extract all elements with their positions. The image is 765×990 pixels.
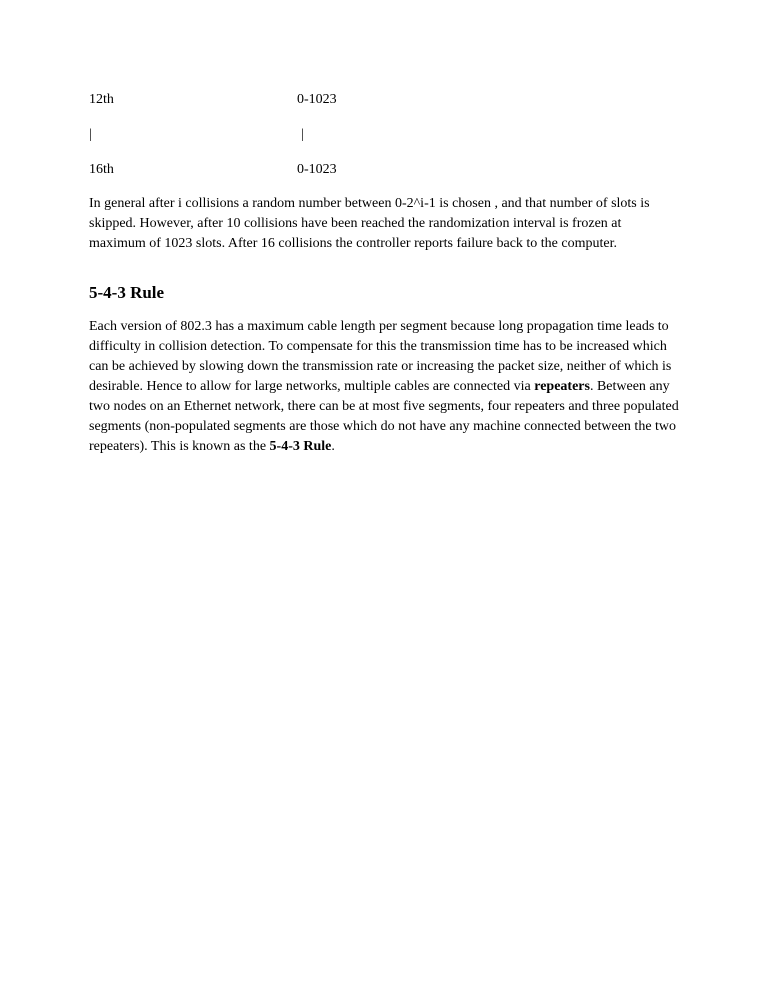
- rule-paragraph: [89, 317, 679, 457]
- table-row: [89, 160, 489, 180]
- range-cell: |: [301, 127, 304, 142]
- attempt-cell: |: [89, 127, 92, 142]
- rule-text-part1: Each version of 802.3 has a maximum cable length per segment because long propagation time leads to difficulty in collision detection. To compensate for this the transmission time has to be increased which can be achieved by slowing down the transmission rate or increasing the packet size, neither of which is desirable. Hence to allow for large networks, multiple cables are connected via: [89, 319, 672, 394]
- rule-name-term: 5-4-3 Rule: [269, 439, 332, 454]
- attempt-cell: 12th: [89, 92, 114, 107]
- section-heading: 5-4-3 Rule: [89, 283, 165, 302]
- range-cell: 0-1023: [297, 92, 337, 107]
- table-row: [89, 125, 489, 145]
- table-row: [89, 90, 489, 110]
- backoff-paragraph: In general after i collisions a random number between 0-2^i-1 is chosen , and that number of slots is skipped. However, after 10 collisions have been reached the randomization interval is frozen at maximum of 1023 slots. After 16 collisions the controller reports failure back to the computer.: [89, 196, 650, 251]
- attempt-cell: 16th: [89, 162, 114, 177]
- range-cell: 0-1023: [297, 162, 337, 177]
- repeaters-term: repeaters: [534, 379, 590, 394]
- rule-text-part2: . Between any two nodes on an Ethernet network, there can be at most five segments, four repeaters and three populated segments (non-populated segments are those which do not have any machine connected between the two repeaters). This is known as the: [89, 379, 679, 454]
- rule-text-part3: .: [331, 439, 335, 454]
